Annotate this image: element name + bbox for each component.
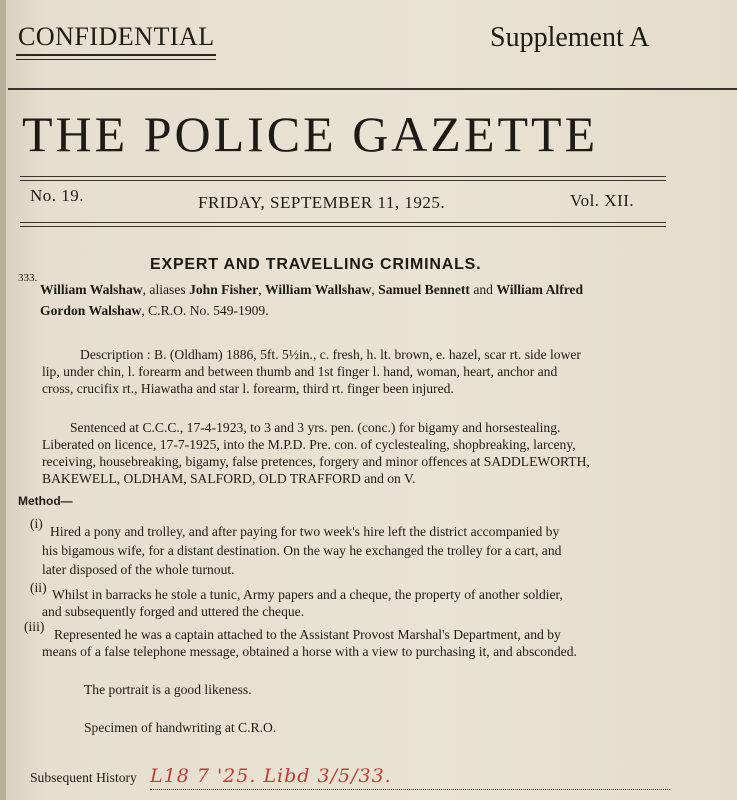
issue-rule-top-2 <box>20 180 666 181</box>
entry-name-line-2 <box>40 303 269 319</box>
sentence-line: BAKEWELL, OLDHAM, SALFORD, OLD TRAFFORD and on V. <box>42 471 416 486</box>
method-line: Whilst in barracks he stole a tunic, Army papers and a cheque, the property of another soldier, <box>52 587 563 602</box>
alias-4: William Alfred <box>496 282 584 297</box>
alias-1: John Fisher <box>189 282 259 297</box>
aliases-label: , aliases <box>142 282 190 297</box>
method-line: means of a false telephone message, obtained a horse with a view to purchasing it, and absconded. <box>42 644 577 659</box>
classification-label: CONFIDENTIAL <box>18 22 215 51</box>
method-line: and subsequently forged and uttered the cheque. <box>42 604 305 619</box>
dotted-fill-line <box>150 789 670 790</box>
alias-separator: , <box>258 282 265 297</box>
sentence-line: Liberated on licence, 17-7-1925, into the M.P.D. Pre. con. of cyclestealing, shopbreaking, larceny, <box>42 437 576 452</box>
method-number: (i) <box>30 516 43 531</box>
issue-rule-bottom-2 <box>20 226 666 227</box>
issue-number: No. 19. <box>30 186 85 205</box>
method-line: his bigamous wife, for a distant destination. On the way he exchanged the trolley for a cart, and <box>42 543 562 558</box>
subsequent-history-label: Subsequent History <box>30 770 137 785</box>
method-number: (ii) <box>30 580 47 595</box>
description-line: Description : B. (Oldham) 1886, 5ft. 5½in., c. fresh, h. lt. brown, e. hazel, scar rt. side lower <box>80 347 581 362</box>
method-line: Represented he was a captain attached to the Assistant Provost Marshal's Department, and by <box>54 627 561 642</box>
entry-name-line-1 <box>40 282 583 298</box>
classification-underline-thin <box>16 59 216 60</box>
alias-3: Samuel Bennett <box>378 282 470 297</box>
masthead-top-rule <box>8 88 737 90</box>
description-line: lip, under chin, l. forearm and between thumb and 1st finger l. hand, woman, heart, anchor and <box>42 364 558 379</box>
issue-date: FRIDAY, SEPTEMBER 11, 1925. <box>198 193 446 212</box>
method-line: later disposed of the whole turnout. <box>42 562 235 577</box>
issue-rule-bottom <box>20 222 666 223</box>
supplement-label: Supplement A <box>490 22 650 53</box>
page-binding-edge <box>0 0 6 800</box>
cro-number: , C.R.O. No. 549-1909. <box>141 303 269 318</box>
handwritten-annotation: L18 7 '25. Libd 3/5/33. <box>150 765 392 787</box>
alias-2: William Wallshaw <box>264 282 372 297</box>
alias-conjunction: and <box>469 282 497 297</box>
portrait-note: The portrait is a good likeness. <box>84 682 252 697</box>
section-heading: EXPERT AND TRAVELLING CRIMINALS. <box>150 256 482 273</box>
offender-name: William Walshaw <box>40 282 143 297</box>
entry-number: 333. <box>18 272 38 284</box>
method-number: (iii) <box>24 619 45 634</box>
handwriting-note: Specimen of handwriting at C.R.O. <box>84 720 277 735</box>
alias-separator: , <box>371 282 379 297</box>
sentence-line: receiving, housebreaking, bigamy, false pretences, forgery and minor offences at SADDLEWORTH, <box>42 454 590 469</box>
method-label: Method— <box>18 494 73 508</box>
classification-underline <box>16 54 216 56</box>
masthead-title: THE POLICE GAZETTE <box>22 106 599 162</box>
issue-rule-top <box>20 176 666 177</box>
alias-4-continued: Gordon Walshaw <box>40 303 142 318</box>
method-line: Hired a pony and trolley, and after paying for two week's hire left the district accompanied by <box>50 524 560 539</box>
description-line: cross, crucifix rt., Hiawatha and star l. forearm, third rt. finger been injured. <box>42 381 454 396</box>
sentence-line: Sentenced at C.C.C., 17-4-1923, to 3 and 3 yrs. pen. (conc.) for bigamy and horsestealing. <box>70 420 561 435</box>
issue-volume: Vol. XII. <box>570 191 635 210</box>
